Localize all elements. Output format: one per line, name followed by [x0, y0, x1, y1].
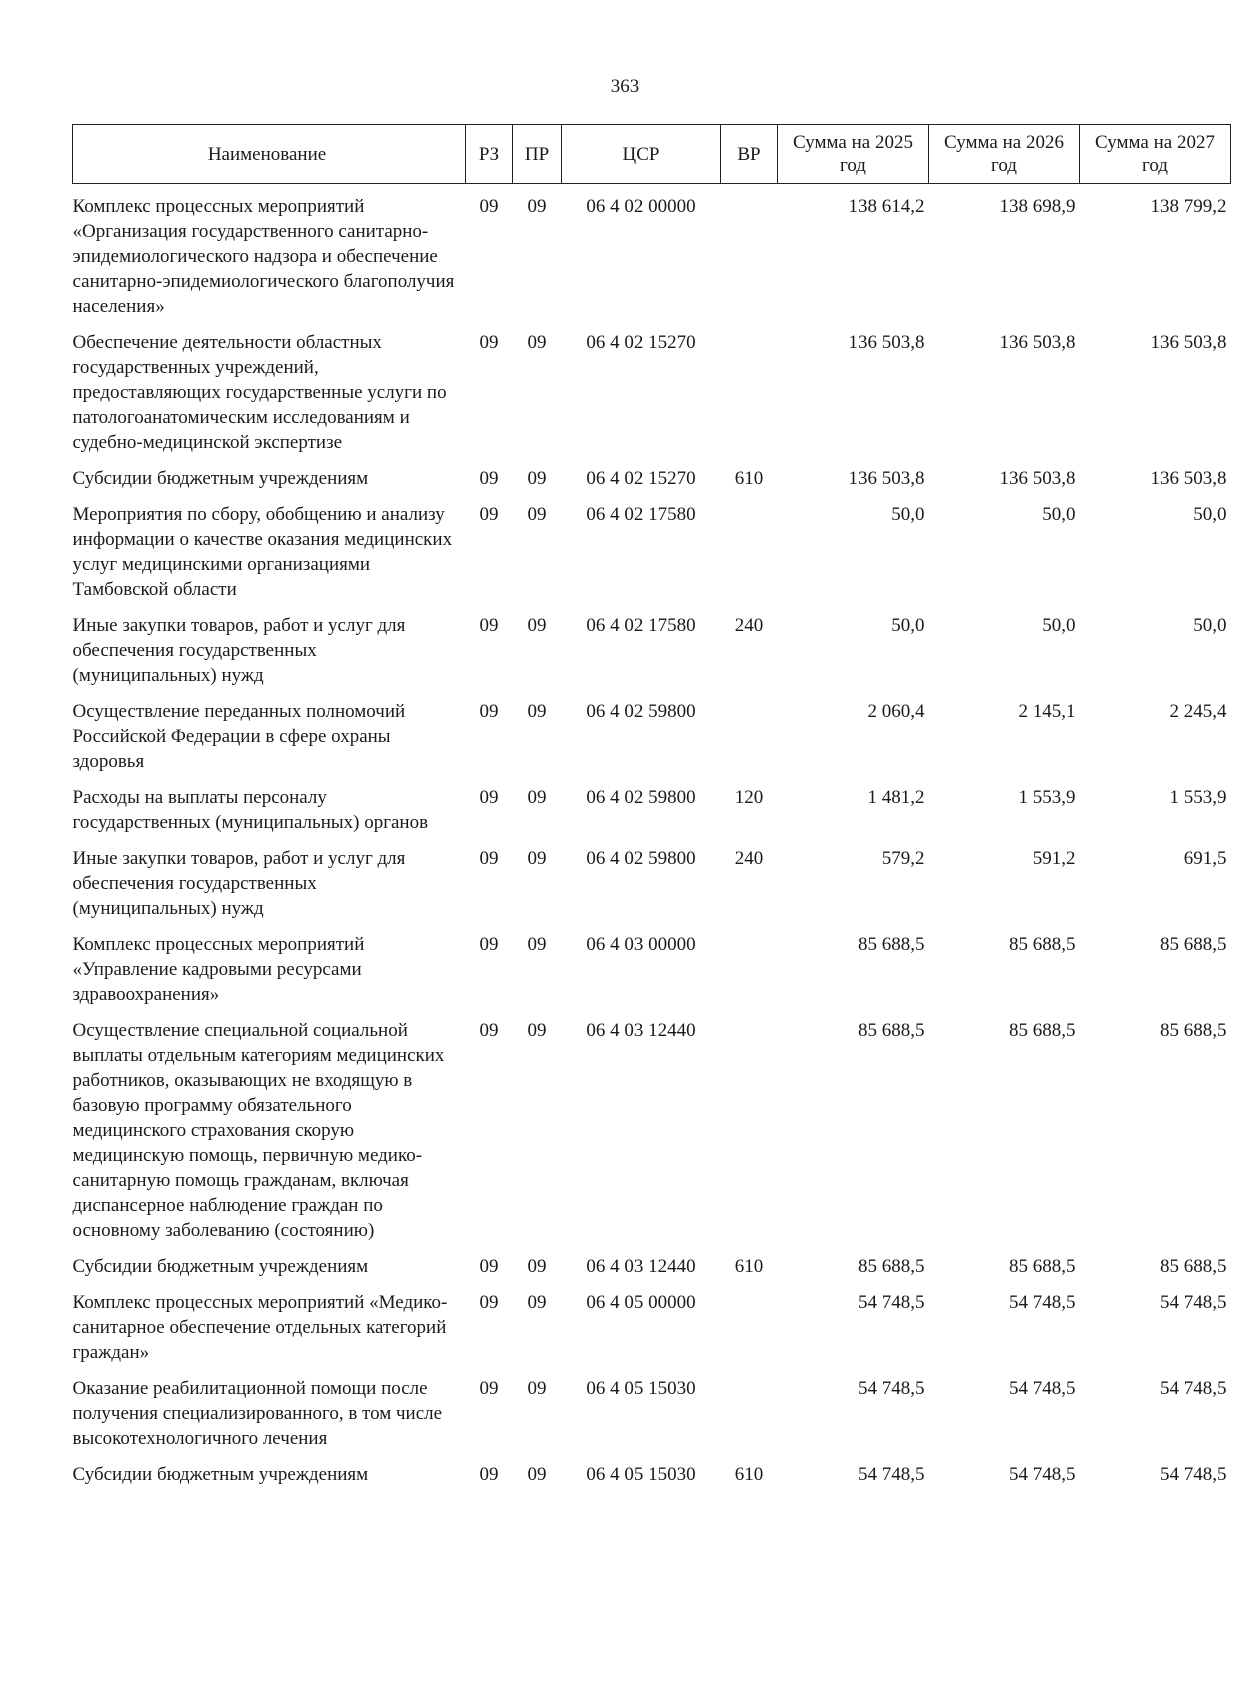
cell-sum-2026: 54 748,5 — [1009, 1378, 1076, 1399]
cell-sum-2026: 85 688,5 — [1009, 1020, 1076, 1041]
header-sum-2026: Сумма на 2026 год — [929, 125, 1080, 184]
cell-sum-2025: 1 481,2 — [867, 787, 925, 808]
cell-sum-2027: 136 503,8 — [1150, 468, 1227, 489]
cell-name: Оказание реабилитационной помощи после получения специализированного, в том числе высокотехнологичного лечения — [72, 1378, 443, 1449]
cell-pr: 09 — [527, 848, 547, 869]
cell-sum-2027: 1 553,9 — [1169, 787, 1227, 808]
cell-vr — [721, 695, 778, 781]
table-row — [73, 1014, 1231, 1250]
cell-pr: 09 — [527, 1292, 547, 1313]
header-name: Наименование — [73, 125, 466, 184]
cell-csr: 06 4 05 00000 — [586, 1292, 696, 1313]
cell-pr: 09 — [527, 1464, 547, 1485]
header-pr: ПР — [513, 125, 562, 184]
cell-csr: 06 4 02 15270 — [586, 332, 696, 353]
cell-sum-2025: 54 748,5 — [858, 1464, 925, 1485]
cell-sum-2026: 54 748,5 — [1009, 1292, 1076, 1313]
cell-csr: 06 4 02 17580 — [586, 504, 696, 525]
cell-name: Осуществление переданных полномочий Российской Федерации в сфере охраны здоровья — [72, 701, 406, 772]
cell-sum-2027: 50,0 — [1193, 615, 1227, 636]
cell-vr: 610 — [734, 1464, 764, 1485]
cell-sum-2025: 2 060,4 — [867, 701, 925, 722]
cell-vr: 610 — [734, 1256, 764, 1277]
cell-rz: 09 — [479, 1378, 499, 1399]
cell-csr: 06 4 02 59800 — [586, 787, 696, 808]
cell-name: Обеспечение деятельности областных государственных учреждений, предоставляющих государственные услуги по патологоанатомическим исследованиям и судебно-медицинской экспертизе — [72, 332, 447, 453]
cell-sum-2025: 579,2 — [881, 848, 925, 869]
cell-name: Субсидии бюджетным учреждениям — [72, 1256, 369, 1277]
cell-sum-2026: 136 503,8 — [999, 468, 1076, 489]
cell-sum-2025: 136 503,8 — [848, 468, 925, 489]
cell-sum-2025: 138 614,2 — [848, 196, 925, 217]
cell-rz: 09 — [479, 504, 499, 525]
header-sum-2025: Сумма на 2025 год — [778, 125, 929, 184]
cell-sum-2026: 2 145,1 — [1018, 701, 1076, 722]
table-row — [73, 1286, 1231, 1372]
cell-name: Осуществление специальной социальной выплаты отдельным категориям медицинских работников, оказывающих не входящую в базовую программу обязательного медицинского страхования скорую медицинскую помощь, первичную медико-санитарную помощь гражданам, включая диспансерное наблюдение граждан по основному заболеванию (состоянию) — [72, 1020, 445, 1241]
cell-sum-2025: 54 748,5 — [858, 1292, 925, 1313]
cell-vr — [721, 928, 778, 1014]
cell-sum-2027: 50,0 — [1193, 504, 1227, 525]
cell-sum-2027: 2 245,4 — [1169, 701, 1227, 722]
cell-csr: 06 4 05 15030 — [586, 1378, 696, 1399]
cell-sum-2026: 50,0 — [1042, 504, 1076, 525]
cell-rz: 09 — [479, 332, 499, 353]
cell-name: Комплекс процессных мероприятий «Управление кадровыми ресурсами здравоохранения» — [72, 934, 365, 1005]
table-row — [73, 695, 1231, 781]
cell-rz: 09 — [479, 787, 499, 808]
cell-rz: 09 — [479, 196, 499, 217]
cell-vr: 240 — [734, 848, 764, 869]
cell-vr — [721, 184, 778, 327]
cell-sum-2025: 85 688,5 — [858, 934, 925, 955]
table-row — [73, 781, 1231, 842]
cell-name: Субсидии бюджетным учреждениям — [72, 468, 369, 489]
cell-pr: 09 — [527, 468, 547, 489]
cell-pr: 09 — [527, 934, 547, 955]
cell-sum-2025: 54 748,5 — [858, 1378, 925, 1399]
cell-rz: 09 — [479, 1020, 499, 1041]
cell-sum-2026: 50,0 — [1042, 615, 1076, 636]
cell-name: Расходы на выплаты персоналу государственных (муниципальных) органов — [72, 787, 429, 833]
cell-sum-2027: 136 503,8 — [1150, 332, 1227, 353]
header-row — [73, 125, 1231, 184]
cell-sum-2026: 591,2 — [1032, 848, 1076, 869]
cell-pr: 09 — [527, 1020, 547, 1041]
cell-pr: 09 — [527, 701, 547, 722]
cell-name: Субсидии бюджетным учреждениям — [72, 1464, 369, 1485]
table-row — [73, 326, 1231, 462]
cell-vr — [721, 1286, 778, 1372]
cell-pr: 09 — [527, 615, 547, 636]
table-row — [73, 609, 1231, 695]
cell-csr: 06 4 02 59800 — [586, 848, 696, 869]
header-csr: ЦСР — [562, 125, 721, 184]
cell-sum-2025: 85 688,5 — [858, 1020, 925, 1041]
table-row — [73, 928, 1231, 1014]
cell-sum-2026: 136 503,8 — [999, 332, 1076, 353]
cell-vr — [721, 1014, 778, 1250]
cell-sum-2026: 85 688,5 — [1009, 934, 1076, 955]
cell-pr: 09 — [527, 787, 547, 808]
cell-rz: 09 — [479, 1292, 499, 1313]
cell-vr — [721, 326, 778, 462]
cell-name: Комплекс процессных мероприятий «Организация государственного санитарно-эпидемиологического надзора и обеспечение санитарно-эпидемиологического благополучия населения» — [72, 196, 455, 317]
cell-csr: 06 4 03 12440 — [586, 1020, 696, 1041]
cell-name: Иные закупки товаров, работ и услуг для обеспечения государственных (муниципальных) нужд — [72, 615, 406, 686]
table-row — [73, 184, 1231, 327]
cell-pr: 09 — [527, 332, 547, 353]
cell-sum-2027: 54 748,5 — [1160, 1378, 1227, 1399]
cell-csr: 06 4 02 00000 — [586, 196, 696, 217]
cell-vr — [721, 1372, 778, 1458]
table-row — [73, 842, 1231, 928]
cell-rz: 09 — [479, 468, 499, 489]
table-row — [73, 1372, 1231, 1458]
header-vr: ВР — [721, 125, 778, 184]
page-number: 363 — [610, 76, 640, 97]
table-row — [73, 498, 1231, 609]
cell-csr: 06 4 05 15030 — [586, 1464, 696, 1485]
cell-name: Иные закупки товаров, работ и услуг для обеспечения государственных (муниципальных) нужд — [72, 848, 406, 919]
header-rz: РЗ — [466, 125, 513, 184]
cell-rz: 09 — [479, 848, 499, 869]
cell-pr: 09 — [527, 1256, 547, 1277]
cell-pr: 09 — [527, 504, 547, 525]
table-row — [73, 462, 1231, 498]
table-body — [73, 184, 1231, 1495]
cell-sum-2027: 85 688,5 — [1160, 1256, 1227, 1277]
header-sum-2027: Сумма на 2027 год — [1080, 125, 1231, 184]
table-header — [73, 125, 1231, 184]
cell-sum-2026: 54 748,5 — [1009, 1464, 1076, 1485]
cell-sum-2027: 138 799,2 — [1150, 196, 1227, 217]
cell-rz: 09 — [479, 615, 499, 636]
cell-csr: 06 4 03 00000 — [586, 934, 696, 955]
cell-sum-2027: 691,5 — [1183, 848, 1227, 869]
cell-csr: 06 4 02 59800 — [586, 701, 696, 722]
budget-table — [72, 124, 1231, 1494]
cell-csr: 06 4 02 15270 — [586, 468, 696, 489]
cell-sum-2026: 85 688,5 — [1009, 1256, 1076, 1277]
cell-pr: 09 — [527, 196, 547, 217]
cell-vr: 610 — [734, 468, 764, 489]
cell-sum-2026: 138 698,9 — [999, 196, 1076, 217]
cell-vr: 240 — [734, 615, 764, 636]
cell-rz: 09 — [479, 1256, 499, 1277]
cell-sum-2026: 1 553,9 — [1018, 787, 1076, 808]
cell-csr: 06 4 02 17580 — [586, 615, 696, 636]
cell-vr: 120 — [734, 787, 764, 808]
cell-sum-2025: 50,0 — [891, 504, 925, 525]
cell-name: Комплекс процессных мероприятий «Медико-санитарное обеспечение отдельных категорий граждан» — [72, 1292, 448, 1363]
cell-sum-2027: 85 688,5 — [1160, 1020, 1227, 1041]
cell-sum-2027: 54 748,5 — [1160, 1464, 1227, 1485]
cell-rz: 09 — [479, 701, 499, 722]
cell-rz: 09 — [479, 1464, 499, 1485]
cell-name: Мероприятия по сбору, обобщению и анализу информации о качестве оказания медицинских услуг медицинскими организациями Тамбовской области — [72, 504, 453, 600]
cell-vr — [721, 498, 778, 609]
table-row — [73, 1458, 1231, 1494]
cell-sum-2025: 136 503,8 — [848, 332, 925, 353]
cell-sum-2027: 54 748,5 — [1160, 1292, 1227, 1313]
cell-rz: 09 — [479, 934, 499, 955]
cell-csr: 06 4 03 12440 — [586, 1256, 696, 1277]
cell-sum-2025: 85 688,5 — [858, 1256, 925, 1277]
table-row — [73, 1250, 1231, 1286]
cell-pr: 09 — [527, 1378, 547, 1399]
cell-sum-2027: 85 688,5 — [1160, 934, 1227, 955]
cell-sum-2025: 50,0 — [891, 615, 925, 636]
